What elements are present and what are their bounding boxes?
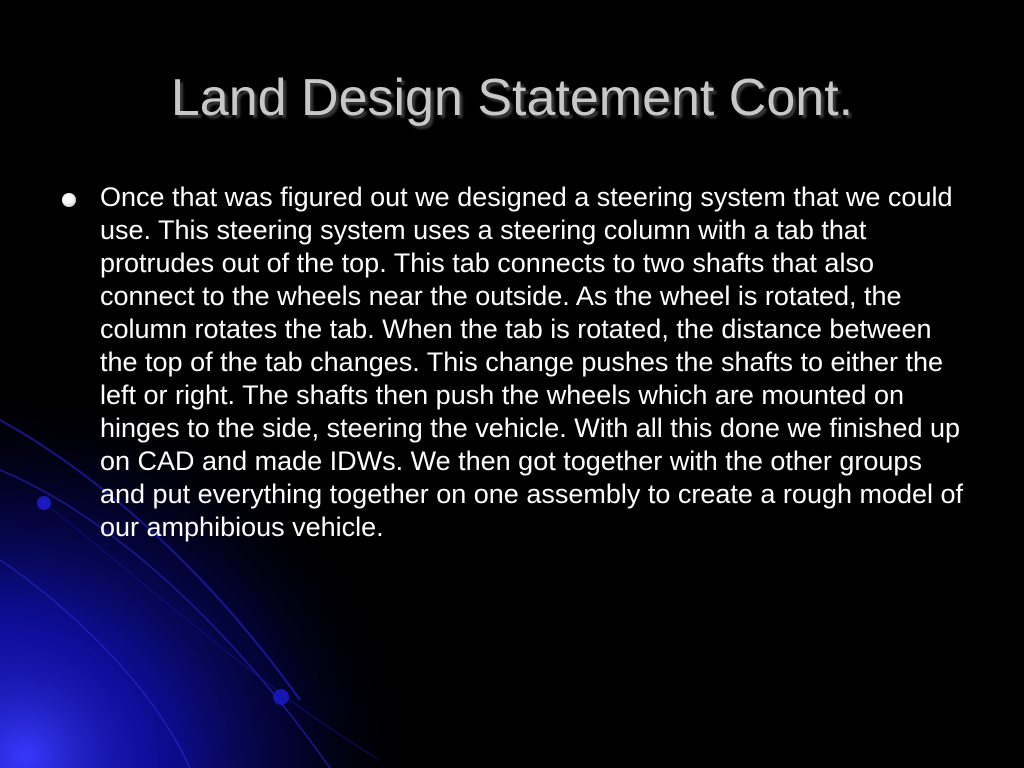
bullet-list	[62, 181, 967, 544]
slide-title: Land Design Statement Cont.	[170, 69, 854, 127]
bullet-dot-icon	[62, 193, 76, 207]
bullet-text: Once that was figured out we designed a steering system that we could use. This steering system uses a steering column with a tab that protrudes out of the top. This tab connects to two shafts that also connect to the wheels near the outside. As the wheel is rotated, the column rotates the tab. When the tab is rotated, the distance between the top of the tab changes. This change pushes the shafts to either the left or right. The shafts then push the wheels which are mounted on hinges to the side, steering the vehicle. With all this done we finished up on CAD and made IDWs. We then got together with the other groups and put everything together on one assembly to create a rough model of our amphibious vehicle.	[100, 182, 964, 542]
list-item	[62, 181, 967, 544]
